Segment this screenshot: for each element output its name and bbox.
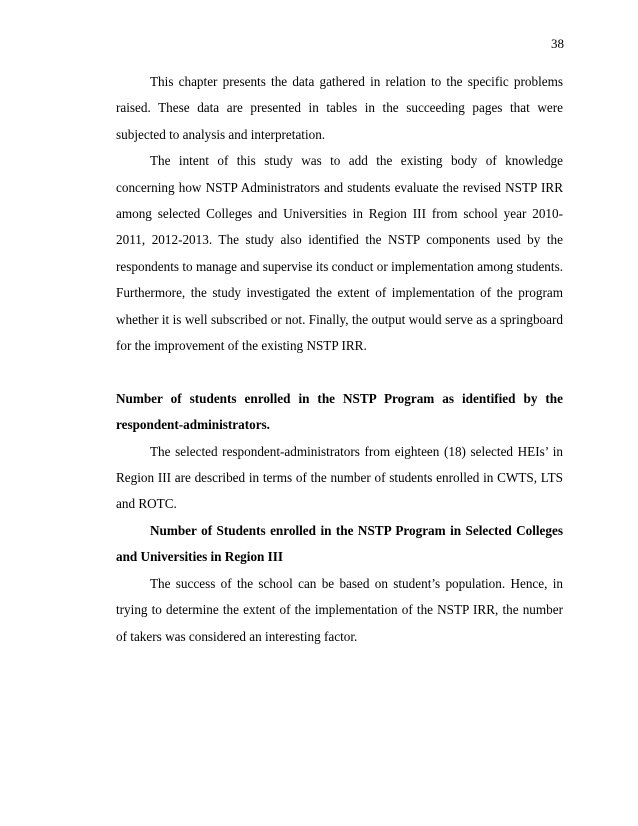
intro-paragraph: This chapter presents the data gathered in relation to the specific problems raised. These data are presented in tables in the succeeding pages that were subjected to analysis and interpretation.	[116, 74, 563, 142]
population-paragraph: The success of the school can be based on student’s population. Hence, in trying to determine the extent of the implementation of the NSTP IRR, the number of takers was considered an interesting factor.	[116, 575, 563, 644]
page-content	[116, 69, 563, 650]
section-heading: Number of students enrolled in the NSTP Program as identified by the respondent-administrators.	[116, 390, 563, 433]
study-intent-paragraph: The intent of this study was to add the existing body of knowledge concerning how NSTP Administrators and students evaluate the revised NSTP IRR among selected Colleges and Universities in Region III from school year 2010-2011, 2012-2013. The study also identified the NSTP components used by the respondents to manage and supervise its conduct or implementation among students. Furthermore, the study investigated the extent of implementation of the program whether it is well subscribed or not. Finally, the output would serve as a springboard for the improvement of the existing NSTP IRR.	[116, 153, 563, 354]
page-number: 38	[551, 36, 564, 51]
subsection-heading: Number of Students enrolled in the NSTP Program in Selected Colleges and Universities in Region III	[116, 522, 563, 565]
respondents-paragraph: The selected respondent-administrators from eighteen (18) selected HEIs’ in Region III are described in terms of the number of students enrolled in CWTS, LTS and ROTC.	[116, 443, 563, 512]
